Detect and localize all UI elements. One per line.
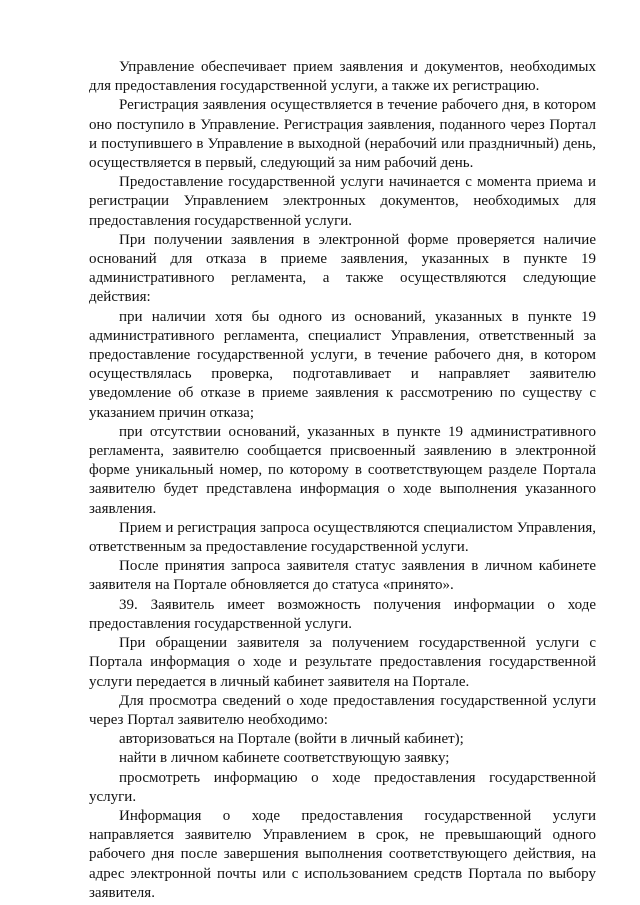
paragraph-4: При получении заявления в электронной форме проверяется наличие оснований для отказа в приеме заявления, указанных в пункте 19 административного регламента, а также осуществляются следующие действия: [89,231,596,306]
paragraph-9: 39. Заявитель имеет возможность получения информации о ходе предоставления государственной услуги. [89,596,596,632]
paragraph-12: авторизоваться на Портале (войти в личный кабинет); [119,731,464,748]
paragraph-11: Для просмотра сведений о ходе предоставления государственной услуги через Портал заявителю необходимо: [89,692,596,728]
paragraph-5: при наличии хотя бы одного из оснований, указанных в пункте 19 административного регламента, специалист Управления, ответственный за предоставление государственной услуги, в течение рабочего дня, в котором осуществлялась проверка, подготавливает и направляет заявителю уведомление об отказе в приеме заявления к рассмотрению по существу с указанием причин отказа; [89,308,596,421]
paragraph-10: При обращении заявителя за получением государственной услуги с Портала информация о ходе и результате предоставления государственной услуги передается в личный кабинет заявителя на Портале. [89,635,596,690]
paragraph-3: Предоставление государственной услуги начинается с момента приема и регистрации Управлением электронных документов, необходимых для предоставления государственной услуги. [89,174,596,229]
paragraph-1: Управление обеспечивает прием заявления и документов, необходимых для предоставления государственной услуги, а также их регистрацию. [89,59,596,95]
document-page [89,58,596,903]
paragraph-13: найти в личном кабинете соответствующую заявку; [119,750,450,767]
paragraph-14: просмотреть информацию о ходе предоставления государственной услуги. [89,769,596,805]
paragraph-8: После принятия запроса заявителя статус заявления в личном кабинете заявителя на Портале обновляется до статуса «принято». [89,558,596,594]
paragraph-15: Информация о ходе предоставления государственной услуги направляется заявителю Управлением в срок, не превышающий одного рабочего дня после завершения выполнения соответствующего действия, на адрес электронной почты или с использованием средств Портала по выбору заявителя. [89,807,596,901]
paragraph-2: Регистрация заявления осуществляется в течение рабочего дня, в котором оно поступило в Управление. Регистрация заявления, поданного через Портал и поступившего в Управление в выходной (нерабочий или праздничный) день, осуществляется в первый, следующий за ним рабочий день. [89,97,596,172]
paragraph-6: при отсутствии оснований, указанных в пункте 19 административного регламента, заявителю сообщается присвоенный заявлению в электронной форме уникальный номер, по которому в соответствующем разделе Портала заявителю будет представлена информация о ходе выполнения указанного заявления. [89,423,596,517]
paragraph-7: Прием и регистрация запроса осуществляются специалистом Управления, ответственным за предоставление государственной услуги. [89,519,596,556]
